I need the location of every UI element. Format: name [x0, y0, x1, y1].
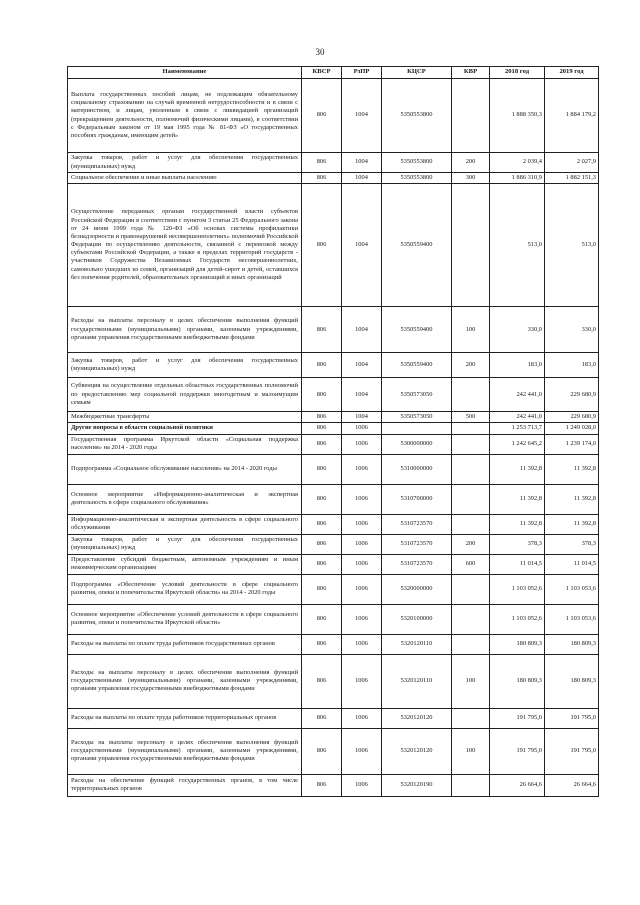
- cell-2018: 180 809,3: [490, 654, 545, 708]
- cell-rzpr: 1006: [342, 604, 382, 634]
- cell-kvsr: 806: [302, 423, 342, 434]
- cell-kvr: 100: [452, 728, 490, 774]
- cell-kvsr: 806: [302, 654, 342, 708]
- cell-rzpr: 1004: [342, 153, 382, 173]
- cell-kcsr: 5350559400: [382, 353, 452, 378]
- cell-kvr: [452, 184, 490, 307]
- cell-rzpr: 1004: [342, 184, 382, 307]
- budget-table: [67, 66, 599, 797]
- table-row: [68, 654, 599, 708]
- cell-rzpr: 1004: [342, 307, 382, 353]
- cell-kvsr: 806: [302, 184, 342, 307]
- cell-kcsr: [382, 423, 452, 434]
- table-row: [68, 708, 599, 728]
- cell-kcsr: 5320120110: [382, 654, 452, 708]
- cell-kcsr: 5310723570: [382, 534, 452, 554]
- cell-name: Подпрограмма «Обеспечение условий деятельности в сфере социального развития, опеки и попечительства Иркутской области» на 2014 - 2020 годы: [68, 574, 302, 604]
- cell-rzpr: 1004: [342, 412, 382, 423]
- cell-2019: 1 103 053,6: [545, 574, 599, 604]
- cell-kcsr: 5350553800: [382, 79, 452, 153]
- table-row: [68, 554, 599, 574]
- cell-2018: 26 664,6: [490, 774, 545, 796]
- table-row: [68, 173, 599, 184]
- table-header-row: [68, 67, 599, 79]
- header-rzpr: РзПР: [342, 67, 382, 79]
- cell-kvr: [452, 423, 490, 434]
- cell-name: Субвенция на осуществление отдельных областных государственных полномочий по предоставлению мер социальной поддержки многодетным и малоимущим семьям: [68, 378, 302, 412]
- cell-kcsr: 5350559400: [382, 184, 452, 307]
- cell-2019: 1 239 174,0: [545, 434, 599, 454]
- cell-kcsr: 5350573050: [382, 378, 452, 412]
- cell-rzpr: 1006: [342, 728, 382, 774]
- cell-kvsr: 806: [302, 412, 342, 423]
- table-row: [68, 79, 599, 153]
- cell-rzpr: 1006: [342, 423, 382, 434]
- cell-rzpr: 1006: [342, 484, 382, 514]
- cell-2018: 330,0: [490, 307, 545, 353]
- cell-name: Расходы на выплаты персоналу в целях обеспечения выполнения функций государственными (муниципальными) органами, казенными учреждениями, органами управления государственными внебюджетными фондами: [68, 728, 302, 774]
- table-row: [68, 434, 599, 454]
- cell-kvsr: 806: [302, 708, 342, 728]
- cell-rzpr: 1006: [342, 708, 382, 728]
- cell-2018: 1 103 052,6: [490, 574, 545, 604]
- table-row: [68, 484, 599, 514]
- cell-kvr: [452, 454, 490, 484]
- cell-rzpr: 1006: [342, 654, 382, 708]
- cell-kvsr: 806: [302, 484, 342, 514]
- cell-name: Выплата государственных пособий лицам, не подлежащим обязательному социальному страхованию на случай временной нетрудоспособности и в связи с материнством, и лицам, уволенным в связи с ликвидацией организаций (прекращением деятельности, полномочий физическими лицами), в соответствии с Федеральным законом от 19 мая 1995 года № 81-ФЗ «О государственных пособиях гражданам, имеющим детей»: [68, 79, 302, 153]
- cell-name: Межбюджетные трансферты: [68, 412, 302, 423]
- header-kvsr: КВСР: [302, 67, 342, 79]
- cell-2018: 11 392,8: [490, 514, 545, 534]
- cell-2018: 242 441,0: [490, 412, 545, 423]
- cell-kvsr: 806: [302, 378, 342, 412]
- cell-kvr: 200: [452, 153, 490, 173]
- cell-kcsr: 5310723570: [382, 514, 452, 534]
- cell-2018: 242 441,0: [490, 378, 545, 412]
- cell-2019: 2 027,9: [545, 153, 599, 173]
- table-row: [68, 184, 599, 307]
- cell-kvr: 200: [452, 353, 490, 378]
- cell-rzpr: 1004: [342, 79, 382, 153]
- cell-kvsr: 806: [302, 774, 342, 796]
- cell-2019: 11 392,8: [545, 454, 599, 484]
- cell-2018: 378,3: [490, 534, 545, 554]
- cell-2018: 11 014,5: [490, 554, 545, 574]
- cell-kvsr: 806: [302, 353, 342, 378]
- cell-2018: 513,0: [490, 184, 545, 307]
- cell-kvsr: 806: [302, 153, 342, 173]
- cell-2019: 180 809,3: [545, 654, 599, 708]
- header-2019: 2019 год: [545, 67, 599, 79]
- cell-kvsr: 806: [302, 514, 342, 534]
- header-kvr: КВР: [452, 67, 490, 79]
- cell-rzpr: 1006: [342, 454, 382, 484]
- cell-kvsr: 806: [302, 534, 342, 554]
- cell-rzpr: 1006: [342, 774, 382, 796]
- cell-2019: 229 680,9: [545, 378, 599, 412]
- cell-kvsr: 806: [302, 434, 342, 454]
- cell-name: Социальное обеспечение и иные выплаты населению: [68, 173, 302, 184]
- cell-rzpr: 1006: [342, 554, 382, 574]
- table-row: [68, 574, 599, 604]
- cell-kcsr: 5320120110: [382, 634, 452, 654]
- cell-2018: 11 392,8: [490, 454, 545, 484]
- cell-kcsr: 5320100000: [382, 604, 452, 634]
- cell-rzpr: 1006: [342, 434, 382, 454]
- cell-kvr: 300: [452, 173, 490, 184]
- cell-name: Расходы на выплаты по оплате труда работников территориальных органов: [68, 708, 302, 728]
- cell-2019: 513,0: [545, 184, 599, 307]
- table-row: [68, 728, 599, 774]
- cell-kcsr: 5350559400: [382, 307, 452, 353]
- cell-kvsr: 806: [302, 634, 342, 654]
- cell-kvr: [452, 708, 490, 728]
- cell-kcsr: 5310700000: [382, 484, 452, 514]
- cell-kcsr: 5310000000: [382, 454, 452, 484]
- cell-kvr: [452, 378, 490, 412]
- cell-kvr: [452, 79, 490, 153]
- cell-name: Закупка товаров, работ и услуг для обеспечения государственных (муниципальных) нужд: [68, 353, 302, 378]
- table-row: [68, 412, 599, 423]
- cell-2018: 180 809,3: [490, 634, 545, 654]
- cell-name: Расходы на выплаты по оплате труда работников государственных органов: [68, 634, 302, 654]
- cell-kcsr: 5350573050: [382, 412, 452, 423]
- cell-kvsr: 806: [302, 604, 342, 634]
- cell-2019: 229 680,9: [545, 412, 599, 423]
- table-row: [68, 514, 599, 534]
- cell-2019: 191 795,0: [545, 708, 599, 728]
- cell-kvr: [452, 604, 490, 634]
- cell-2019: 180 809,3: [545, 634, 599, 654]
- cell-2018: 191 795,0: [490, 708, 545, 728]
- table-row: [68, 534, 599, 554]
- cell-kvr: 100: [452, 307, 490, 353]
- page-number: 30: [315, 47, 325, 57]
- cell-name: Расходы на обеспечение функций государственных органов, в том числе территориальных органов: [68, 774, 302, 796]
- cell-2019: 11 014,5: [545, 554, 599, 574]
- cell-rzpr: 1006: [342, 574, 382, 604]
- cell-name: Предоставление субсидий бюджетным, автономным учреждениям и иным некоммерческим организациям: [68, 554, 302, 574]
- cell-kvsr: 806: [302, 728, 342, 774]
- cell-kvr: [452, 574, 490, 604]
- table-row: [68, 307, 599, 353]
- header-name: Наименование: [68, 67, 302, 79]
- cell-kcsr: 5320120190: [382, 774, 452, 796]
- cell-kcsr: 5350553800: [382, 173, 452, 184]
- cell-2019: 191 795,0: [545, 728, 599, 774]
- cell-kvr: 600: [452, 554, 490, 574]
- cell-name: Закупка товаров, работ и услуг для обеспечения государственных (муниципальных) нужд: [68, 534, 302, 554]
- cell-kvsr: 806: [302, 554, 342, 574]
- cell-2018: 191 795,0: [490, 728, 545, 774]
- table-row: [68, 604, 599, 634]
- cell-rzpr: 1004: [342, 173, 382, 184]
- cell-2019: 11 392,8: [545, 514, 599, 534]
- cell-2018: 1 888 350,3: [490, 79, 545, 153]
- cell-kvsr: 806: [302, 79, 342, 153]
- cell-name: Подпрограмма «Социальное обслуживание населения» на 2014 - 2020 годы: [68, 454, 302, 484]
- cell-2018: 1 103 052,6: [490, 604, 545, 634]
- table-row: [68, 634, 599, 654]
- cell-2018: 2 039,4: [490, 153, 545, 173]
- cell-kvsr: 806: [302, 173, 342, 184]
- cell-name: Закупка товаров, работ и услуг для обеспечения государственных (муниципальных) нужд: [68, 153, 302, 173]
- cell-kvsr: 806: [302, 574, 342, 604]
- cell-kcsr: 5320120120: [382, 728, 452, 774]
- cell-kvr: 500: [452, 412, 490, 423]
- cell-2018: 1 242 645,2: [490, 434, 545, 454]
- table-row: [68, 774, 599, 796]
- cell-2019: 1 882 151,3: [545, 173, 599, 184]
- cell-rzpr: 1004: [342, 353, 382, 378]
- cell-name: Основное мероприятие «Информационно-аналитическая и экспертная деятельность в сфере социального обслуживания»: [68, 484, 302, 514]
- cell-name: Расходы на выплаты персоналу в целях обеспечения выполнения функций государственными (муниципальными) органами, казенными учреждениями, органами управления государственными внебюджетными фондами: [68, 654, 302, 708]
- cell-2019: 378,3: [545, 534, 599, 554]
- cell-2019: 1 249 028,0: [545, 423, 599, 434]
- cell-name: Другие вопросы в области социальной политики: [68, 423, 302, 434]
- cell-2018: 1 253 713,7: [490, 423, 545, 434]
- table-row: [68, 423, 599, 434]
- cell-2019: 183,0: [545, 353, 599, 378]
- header-kcsr: КЦСР: [382, 67, 452, 79]
- cell-kvr: 100: [452, 654, 490, 708]
- cell-kvr: 200: [452, 534, 490, 554]
- cell-2018: 183,0: [490, 353, 545, 378]
- cell-2019: 1 884 179,2: [545, 79, 599, 153]
- cell-kcsr: 5350553800: [382, 153, 452, 173]
- cell-kvsr: 806: [302, 307, 342, 353]
- cell-rzpr: 1006: [342, 634, 382, 654]
- cell-kvr: [452, 634, 490, 654]
- cell-kcsr: 5310723570: [382, 554, 452, 574]
- cell-kvr: [452, 434, 490, 454]
- cell-name: Информационно-аналитическая и экспертная деятельность в сфере социального обслуживания: [68, 514, 302, 534]
- table-row: [68, 353, 599, 378]
- cell-kcsr: 5320000000: [382, 574, 452, 604]
- cell-kcsr: 5300000000: [382, 434, 452, 454]
- cell-name: Основное мероприятие «Обеспечение условий деятельности в сфере социального развития, опеки и попечительства Иркутской области»: [68, 604, 302, 634]
- cell-rzpr: 1006: [342, 514, 382, 534]
- cell-kcsr: 5320120120: [382, 708, 452, 728]
- cell-kvr: [452, 774, 490, 796]
- cell-rzpr: 1006: [342, 534, 382, 554]
- cell-name: Государственная программа Иркутской области «Социальная поддержка населения» на 2014 - 2020 годы: [68, 434, 302, 454]
- cell-2019: 11 392,8: [545, 484, 599, 514]
- table-row: [68, 153, 599, 173]
- cell-kvsr: 806: [302, 454, 342, 484]
- cell-name: Осуществление переданных органам государственной власти субъектов Российской Федерации в соответствии с пунктом 3 статьи 25 Федерального закона от 24 июня 1999 года № 120-ФЗ «Об основах системы профилактики безнадзорности и правонарушений несовершеннолетних» полномочий Российской Федерации по осуществлению деятельности, связанной с перевозкой между субъектами Российской Федерации, а также в пределах территорий государств - участников Содружества Независимых Государств несовершеннолетних, самовольно ушедших из семей, организаций для детей-сирот и детей, оставшихся без попечения родителей, образовательных организаций и иных организаций: [68, 184, 302, 307]
- header-2018: 2018 год: [490, 67, 545, 79]
- table-row: [68, 454, 599, 484]
- cell-kvr: [452, 514, 490, 534]
- table-body: [68, 79, 599, 797]
- table-row: [68, 378, 599, 412]
- cell-name: Расходы на выплаты персоналу в целях обеспечения выполнения функций государственными (муниципальными) органами, казенными учреждениями, органами управления государственными внебюджетными фондами: [68, 307, 302, 353]
- cell-2018: 11 392,8: [490, 484, 545, 514]
- cell-2019: 1 103 053,6: [545, 604, 599, 634]
- cell-2019: 330,0: [545, 307, 599, 353]
- cell-rzpr: 1004: [342, 378, 382, 412]
- cell-kvr: [452, 484, 490, 514]
- cell-2019: 26 664,6: [545, 774, 599, 796]
- cell-2018: 1 886 310,9: [490, 173, 545, 184]
